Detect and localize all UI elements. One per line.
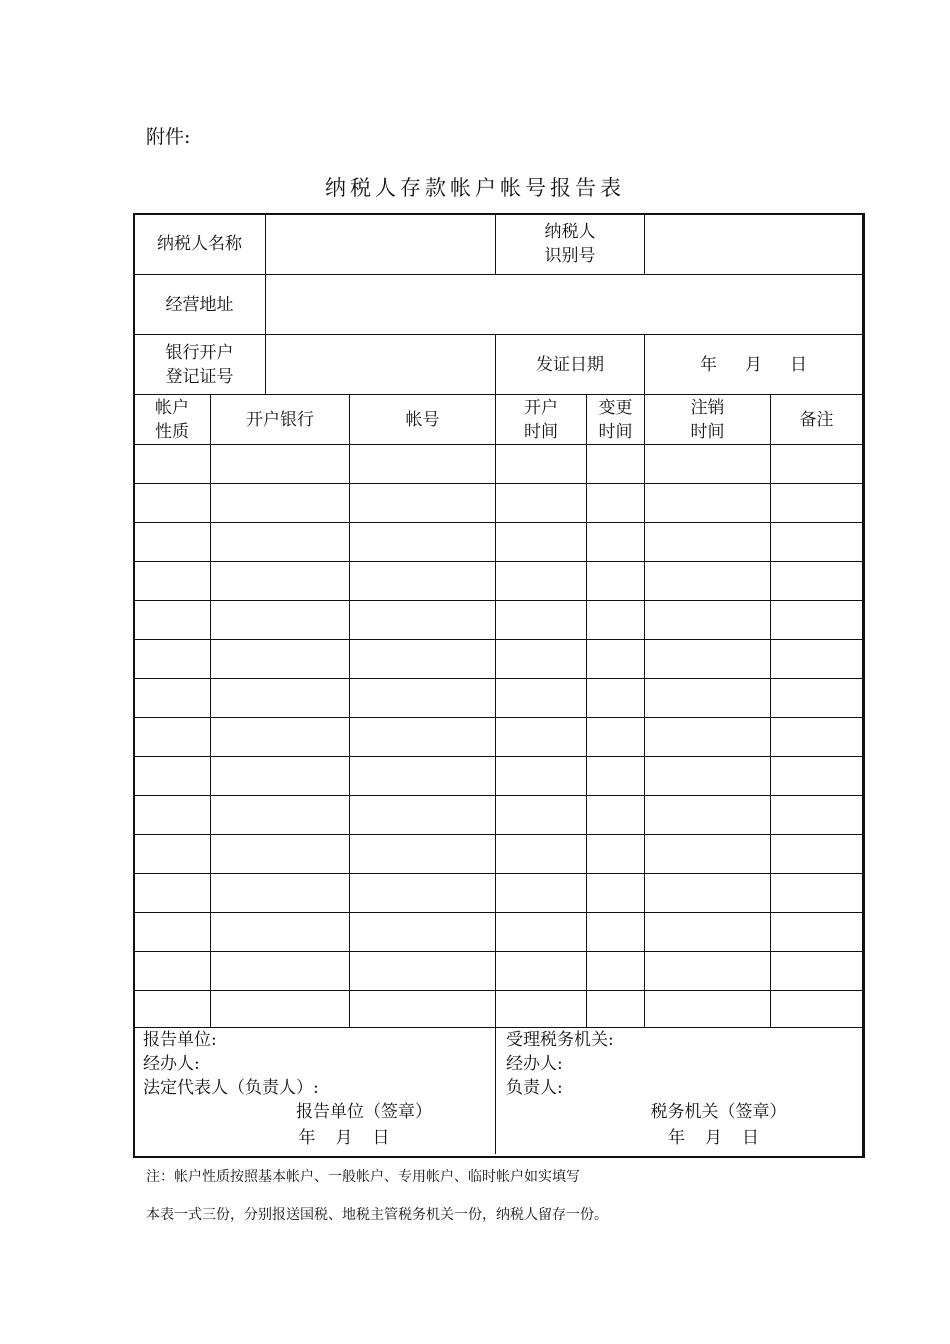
taxpayer-name-label: 纳税人名称	[134, 214, 266, 275]
form-border	[133, 213, 865, 1158]
col-cancel-time: 注销 时间	[645, 395, 771, 445]
address-label: 经营地址	[134, 275, 266, 335]
responsible-label: 负责人:	[506, 1078, 563, 1098]
authority-handler-label: 经办人:	[506, 1054, 563, 1074]
col-account-number: 帐号	[350, 395, 496, 445]
note-copies: 本表一式三份，分别报送国税、地税主管税务机关一份，纳税人留存一份。	[146, 1207, 608, 1223]
issue-date-label: 发证日期	[496, 335, 645, 395]
legal-rep-label: 法定代表人（负责人）:	[143, 1078, 319, 1098]
col-bank: 开户银行	[211, 395, 350, 445]
authority-seal-label: 税务机关（签章）	[650, 1102, 787, 1122]
handler-label: 经办人:	[143, 1054, 200, 1074]
form-title: 纳税人存款帐户帐号报告表	[325, 176, 625, 200]
reporter-seal-label: 报告单位（签章）	[296, 1102, 432, 1122]
tax-authority-label: 受理税务机关:	[506, 1030, 614, 1050]
issue-date-field[interactable]: 年 月 日	[645, 335, 863, 395]
bank-registration-label: 银行开户 登记证号	[134, 335, 266, 395]
taxpayer-id-label: 纳税人 识别号	[496, 214, 645, 275]
authority-date: 年 月 日	[668, 1128, 759, 1148]
report-unit-label: 报告单位:	[143, 1030, 217, 1050]
attachment-label: 附件:	[146, 126, 191, 148]
col-open-time: 开户 时间	[496, 395, 587, 445]
col-remark: 备注	[771, 395, 863, 445]
col-change-time: 变更 时间	[587, 395, 645, 445]
reporter-date: 年 月 日	[298, 1128, 390, 1148]
col-account-nature: 帐户 性质	[134, 395, 211, 445]
note-account-nature: 注：帐户性质按照基本帐户、一般帐户、专用帐户、临时帐户如实填写	[146, 1169, 580, 1185]
